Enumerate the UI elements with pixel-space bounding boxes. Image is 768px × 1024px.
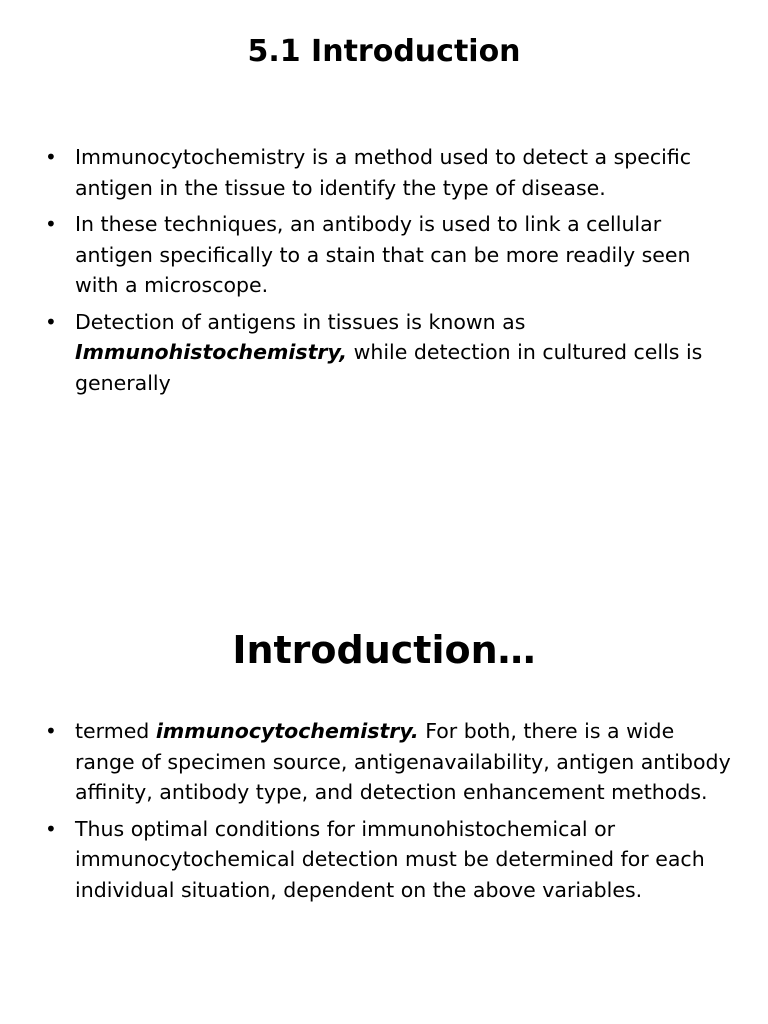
bullet-text: Immunocytochemistry is a method used to detect a specific antigen in the tissue to identify the type of disease.	[75, 145, 692, 200]
bullet-text-after: For both, there is a wide range of specimen source, antigenavailability, antigen antibody affinity, antibody type, and detection enhancement methods.	[75, 719, 731, 804]
bullet-item	[45, 209, 735, 301]
slide-title: 5.1 Introduction	[247, 34, 521, 69]
bullet-text: Thus optimal conditions for immunohistochemical or immunocytochemical detection must be determined for each individual situation, dependent on the above variables.	[75, 816, 705, 902]
bullet-list	[45, 142, 735, 404]
bullet-icon: •	[45, 816, 57, 841]
bullet-text-before: Detection of antigens in tissues is known as	[75, 309, 526, 334]
bullet-list	[45, 716, 735, 911]
bullet-text-after: while detection in cultured cells is generally	[75, 340, 703, 395]
bullet-text-emphasis: immunocytochemistry.	[155, 719, 419, 743]
bullet-icon: •	[45, 719, 57, 743]
bullet-icon: •	[45, 145, 57, 169]
bullet-icon: •	[45, 212, 57, 236]
slide-2	[0, 512, 768, 1024]
bullet-text-emphasis: Immunohistochemistry,	[75, 340, 348, 364]
bullet-text: In these techniques, an antibody is used to link a cellular antigen specifically to a stain that can be more readily seen with a microscope.	[75, 212, 691, 297]
bullet-item	[45, 716, 735, 808]
slide-title: Introduction…	[232, 628, 536, 672]
bullet-item	[45, 142, 735, 203]
bullet-icon: •	[45, 309, 57, 334]
bullet-item	[45, 814, 735, 906]
bullet-text-before: termed	[75, 719, 156, 743]
bullet-item	[45, 307, 735, 399]
